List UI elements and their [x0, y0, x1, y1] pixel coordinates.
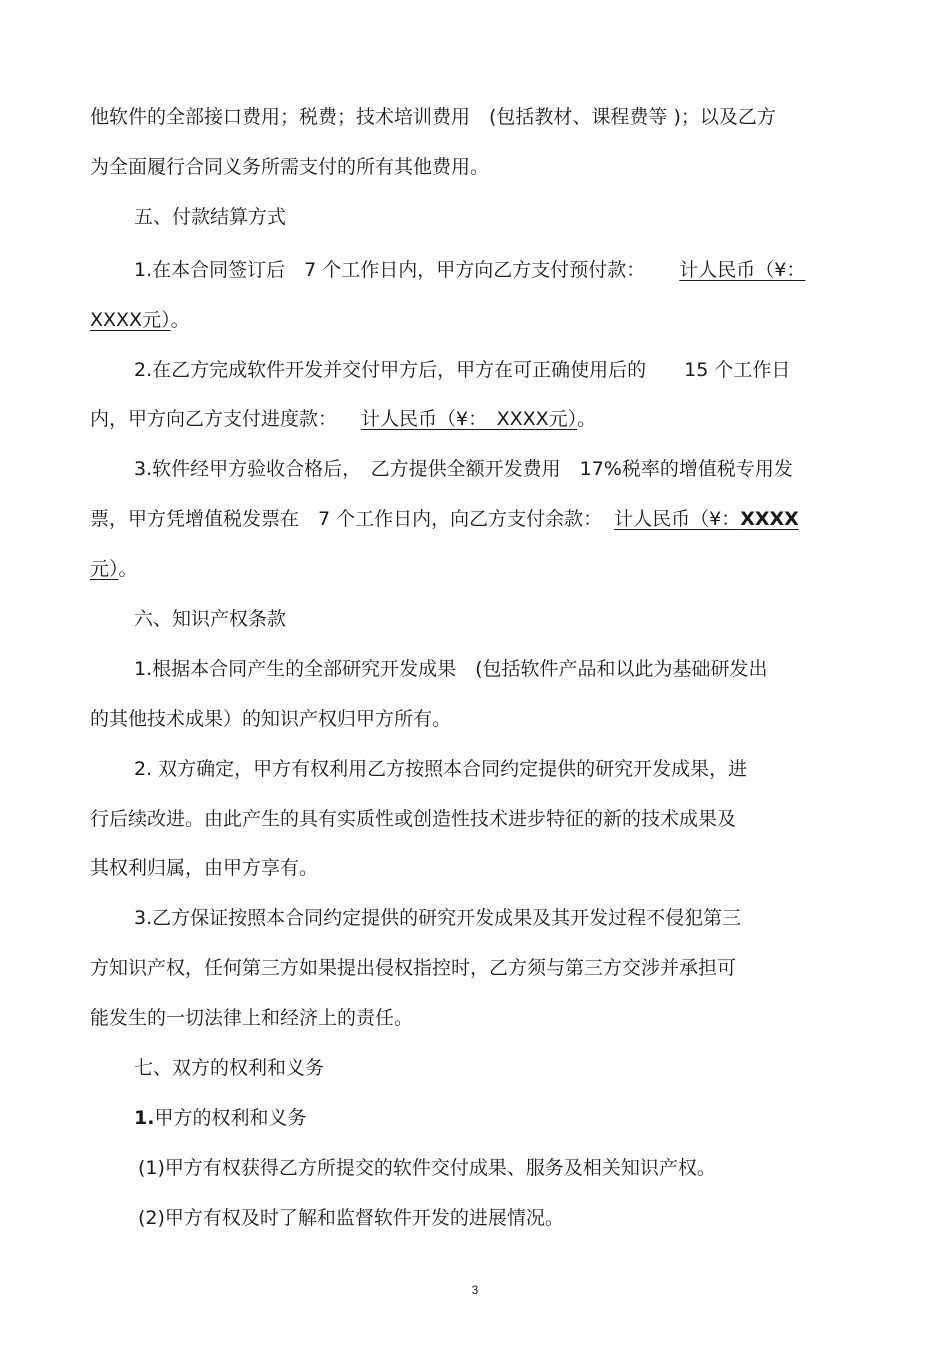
- rights-item: (2)甲方有权及时了解和监督软件开发的进展情况。: [138, 1207, 564, 1229]
- body-text-line: 为全面履行合同义务所需支付的所有其他费用。: [90, 156, 490, 178]
- ip-clause-line: 的其他技术成果）的知识产权归甲方所有。: [90, 708, 452, 730]
- clause-2-line: 2.在乙方完成软件开发并交付甲方后，甲方在可正确使用后的 15 个工作日: [134, 359, 791, 381]
- ip-clause-line: 行后续改进。由此产生的具有实质性或创造性技术进步特征的新的技术成果及: [90, 808, 737, 830]
- clause-3-line: [90, 556, 138, 582]
- ip-clause-line: 能发生的一切法律上和经济上的责任。: [90, 1007, 414, 1029]
- clause-1-line: [90, 307, 190, 333]
- clause-text: 票，甲方凭增值税发票在 7 个工作日内，向乙方支付余款：: [90, 508, 603, 530]
- amount-underlined: 元）: [90, 558, 119, 580]
- body-text-line: 他软件的全部接口费用；税费；技术培训费用 (包括教材、课程费等 )；以及乙方: [90, 106, 776, 128]
- rights-number: 1.: [134, 1107, 155, 1129]
- ip-clause-line: 方知识产权，任何第三方如果提出侵权指控时，乙方须与第三方交涉并承担可: [90, 957, 737, 979]
- clause-text: 内，甲方向乙方支付进度款：: [90, 408, 338, 430]
- ip-clause-line: 1.根据本合同产生的全部研究开发成果 (包括软件产品和以此为基础研发出: [134, 658, 768, 680]
- ip-clause-line: 3.乙方保证按照本合同约定提供的研究开发成果及其开发过程不侵犯第三: [134, 907, 742, 929]
- clause-text: 。: [577, 408, 597, 430]
- amount-underlined: XXXX元）: [90, 309, 171, 331]
- clause-2-line: [90, 406, 596, 432]
- clause-3-line: 3.软件经甲方验收合格后， 乙方提供全额开发费用 17%税率的增值税专用发: [134, 458, 793, 480]
- clause-3-line: [90, 506, 799, 532]
- amount-underlined-bold: XXXX: [740, 508, 799, 530]
- clause-1-line: [134, 257, 805, 283]
- clause-text: 1.在本合同签订后 7 个工作日内，甲方向乙方支付预付款：: [134, 259, 646, 281]
- clause-text: 。: [118, 558, 138, 580]
- amount-underlined: 计人民币（¥：: [679, 259, 806, 281]
- page-number: 3: [471, 1283, 479, 1297]
- rights-title: 甲方的权利和义务: [154, 1107, 307, 1129]
- amount-underlined: 计人民币（¥：: [614, 508, 741, 530]
- section-heading-ip: 六、知识产权条款: [134, 608, 287, 630]
- section-heading-payment: 五、付款结算方式: [134, 206, 287, 228]
- rights-item: (1)甲方有权获得乙方所提交的软件交付成果、服务及相关知识产权。: [138, 1157, 716, 1179]
- rights-subheading: [134, 1105, 306, 1131]
- section-heading-rights: 七、双方的权利和义务: [134, 1057, 325, 1079]
- ip-clause-line: 其权利归属，由甲方享有。: [90, 857, 319, 879]
- amount-underlined: 计人民币（¥： XXXX元）: [361, 408, 578, 430]
- ip-clause-line: 2. 双方确定，甲方有权利用乙方按照本合同约定提供的研究开发成果，进: [134, 758, 748, 780]
- clause-text: 。: [170, 309, 190, 331]
